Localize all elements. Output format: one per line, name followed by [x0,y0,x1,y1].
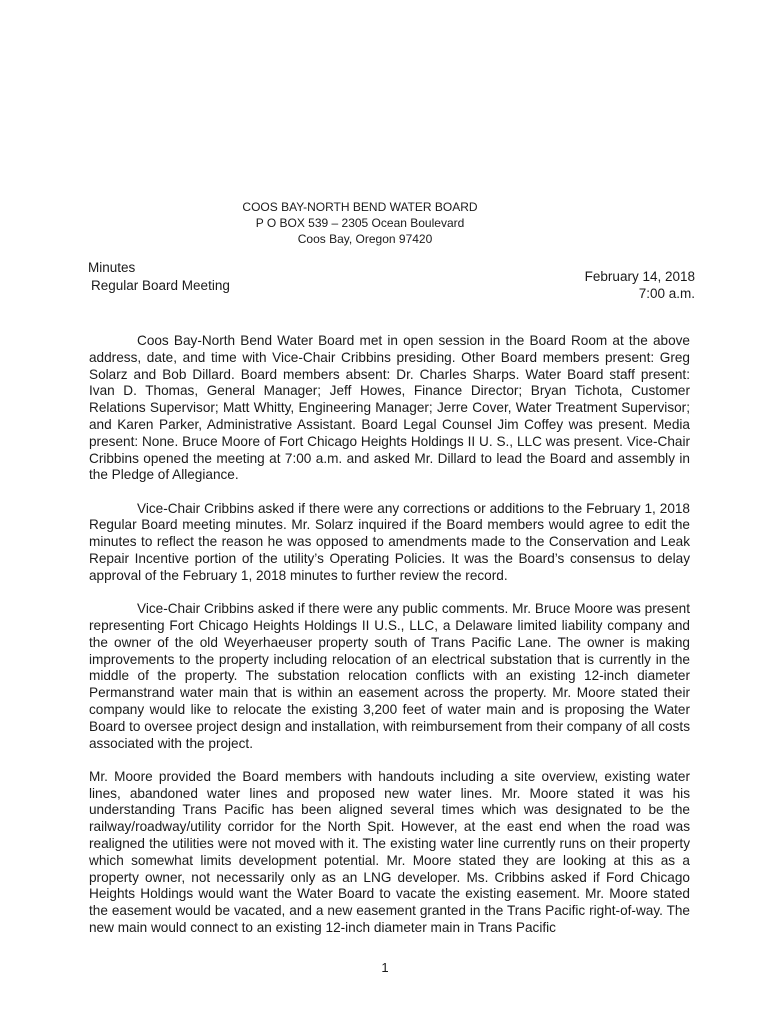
paragraph-prior-minutes: Vice-Chair Cribbins asked if there were any corrections or additions to the February 1, 2018 Regular Board meeting minutes. Mr. Solarz inquired if the Board members would agree to edit the minutes to reflect the reason he was opposed to amendments made to the Conservation and Leak Repair Incentive portion of the utility’s Operating Policies. It was the Board’s consensus to delay approval of the February 1, 2018 minutes to further review the record. [89,500,690,583]
meeting-date: February 14, 2018 [584,269,695,284]
letterhead [0,199,720,247]
meeting-info [88,259,230,295]
meeting-time: 7:00 a.m. [638,286,695,301]
mailing-address: P O BOX 539 – 2305 Ocean Boulevard [255,216,465,230]
paragraph-handouts: Mr. Moore provided the Board members with handouts including a site overview, existing water lines, abandoned water lines and proposed new water lines. Mr. Moore stated it was his understanding Trans Pacific has been aligned several times which was designated to be the railway/roadway/utility corridor for the North Spit. However, at the east end when the road was realigned the utilities were not moved with it. The existing water line currently runs on their property which somewhat limits development potential. Mr. Moore stated they are looking at this as a property owner, not necessarily only as an LNG developer. Ms. Cribbins asked if Ford Chicago Heights Holdings would want the Water Board to vacate the existing easement. Mr. Moore stated the easement would be vacated, and a new easement granted in the Trans Pacific right-of-way. The new main would connect to an existing 12-inch diameter main in Trans Pacific [89,768,690,935]
document-type: Minutes [88,260,136,275]
meeting-datetime [585,268,695,302]
organization-name: COOS BAY-NORTH BEND WATER BOARD [242,200,478,214]
paragraph-attendance: Coos Bay-North Bend Water Board met in open session in the Board Room at the above address, date, and time with Vice-Chair Cribbins presiding. Other Board members present: Greg Solarz and Bob Dillard. Board members absent: Dr. Charles Sharps. Water Board staff present: Ivan D. Thomas, General Manager; Jeff Howes, Finance Director; Bryan Tichota, Customer Relations Supervisor; Matt Whitty, Engineering Manager; Jerre Cover, Water Treatment Supervisor; and Karen Parker, Administrative Assistant. Board Legal Counsel Jim Coffey was present. Media present: None. Bruce Moore of Fort Chicago Heights Holdings II U. S., LLC was present. Vice-Chair Cribbins opened the meeting at 7:00 a.m. and asked Mr. Dillard to lead the Board and assembly in the Pledge of Allegiance. [89,333,690,483]
city-state-zip: Coos Bay, Oregon 97420 [297,232,433,246]
minutes-body [89,333,690,953]
paragraph-public-comments: Vice-Chair Cribbins asked if there were any public comments. Mr. Bruce Moore was present representing Fort Chicago Heights Holdings II U.S., LLC, a Delaware limited liability company and the owner of the old Weyerhaeuser property south of Trans Pacific Lane. The owner is making improvements to the property including relocation of an electrical substation that is currently in the middle of the property. The substation relocation conflicts with an existing 12-inch diameter Permanstrand water main that is within an easement across the property. Mr. Moore stated their company would like to relocate the existing 3,200 feet of water main and is proposing the Water Board to oversee project design and installation, with reimbursement from their company of all costs associated with the project. [89,601,690,751]
page-number: 1 [381,960,389,975]
meeting-type: Regular Board Meeting [91,278,230,293]
